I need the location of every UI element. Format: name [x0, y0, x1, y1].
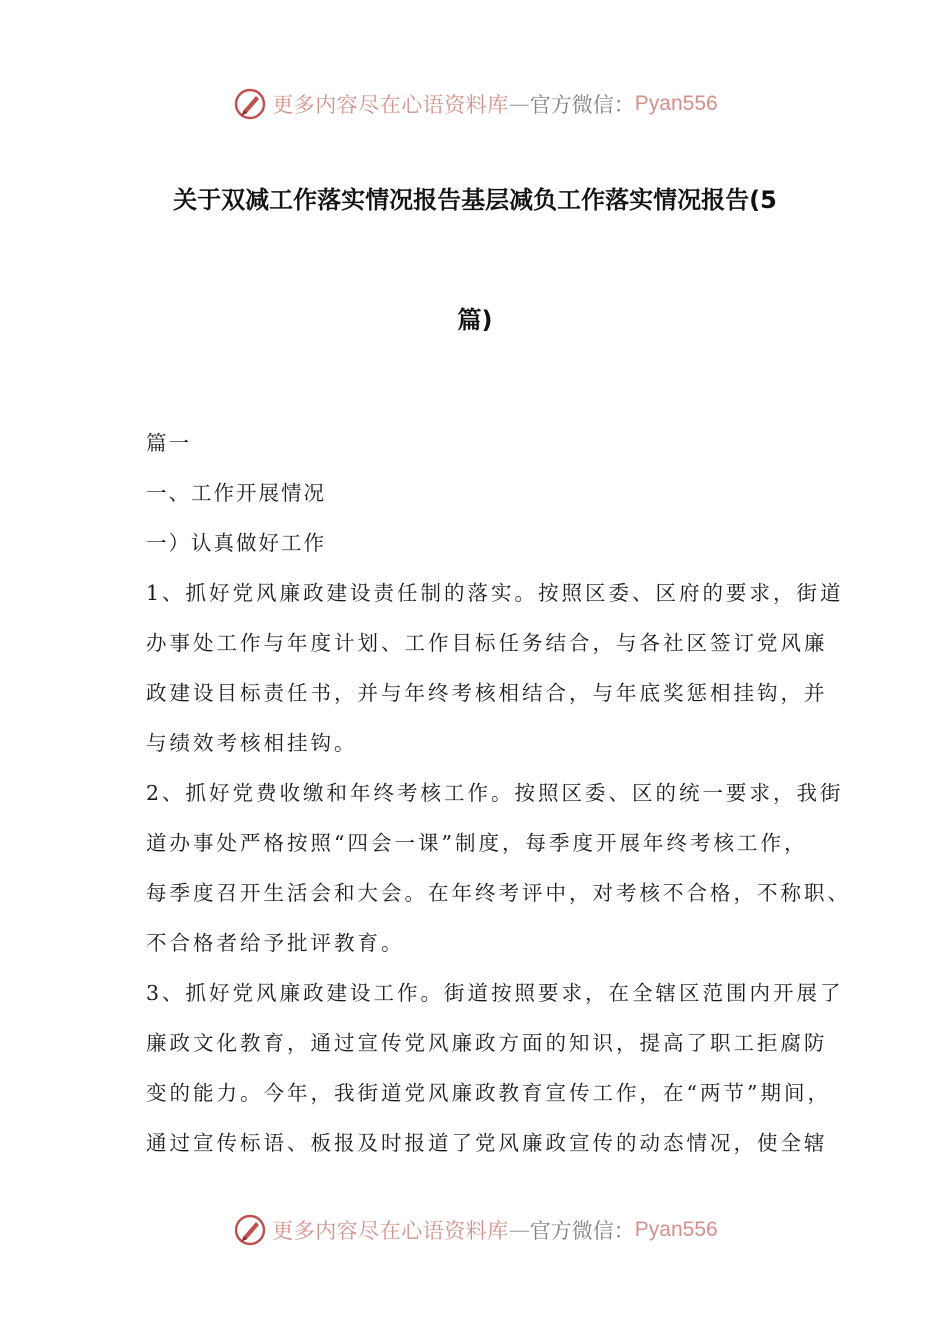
body-text-line: 不合格者给予批评教育。 — [146, 931, 405, 955]
watermark-dash: — — [508, 92, 530, 116]
body-text-line: 通过宣传标语、板报及时报道了党风廉政宣传的动态情况，使全辖 — [146, 1131, 828, 1155]
pen-logo-icon — [232, 1212, 268, 1248]
watermark-site-text: 更多内容尽在心语资料库 — [272, 93, 509, 117]
watermark-official-label: 官方微信： — [529, 1219, 635, 1243]
body-text-line: 每季度召开生活会和大会。在年终考评中，对考核不合格，不称职、 — [146, 881, 851, 905]
body-text-line: 与绩效考核相挂钩。 — [146, 731, 358, 755]
body-text-line: 3、抓好党风廉政建设工作。街道按照要求，在全辖区范围内开展了 — [146, 981, 844, 1005]
body-text-line: 政建设目标责任书，并与年终考核相结合，与年底奖惩相挂钩，并 — [146, 681, 828, 705]
body-text-line: 变的能力。今年，我街道党风廉政教育宣传工作，在“两节”期间， — [146, 1081, 831, 1105]
footer-watermark — [0, 1208, 950, 1252]
body-text-line: 办事处工作与年度计划、工作目标任务结合，与各社区签订党风廉 — [146, 631, 828, 655]
subsection-heading: 一）认真做好工作 — [146, 531, 326, 555]
subsection-heading: 一、工作开展情况 — [146, 481, 326, 505]
body-text-line: 1、抓好党风廉政建设责任制的落实。按照区委、区府的要求，街道 — [146, 581, 844, 605]
body-text-line: 2、抓好党费收缴和年终考核工作。按照区委、区的统一要求，我街 — [146, 781, 844, 805]
watermark-wechat-id: Pyan556 — [634, 1218, 718, 1241]
document-title-line-1: 关于双减工作落实情况报告基层减负工作落实情况报告(5 — [173, 186, 777, 214]
watermark-dash: — — [508, 1218, 530, 1242]
section-heading: 篇一 — [146, 431, 191, 455]
watermark-wechat-id: Pyan556 — [634, 92, 718, 115]
header-watermark — [0, 82, 950, 126]
pen-logo-icon — [232, 86, 268, 122]
body-text-line: 廉政文化教育，通过宣传党风廉政方面的知识，提高了职工拒腐防 — [146, 1031, 828, 1055]
watermark-site-text: 更多内容尽在心语资料库 — [272, 1219, 509, 1243]
document-title-line-2: 篇) — [457, 306, 493, 334]
document-body — [146, 418, 851, 1168]
body-text-line: 道办事处严格按照“四会一课”制度，每季度开展年终考核工作， — [146, 831, 808, 855]
watermark-official-label: 官方微信： — [529, 93, 635, 117]
